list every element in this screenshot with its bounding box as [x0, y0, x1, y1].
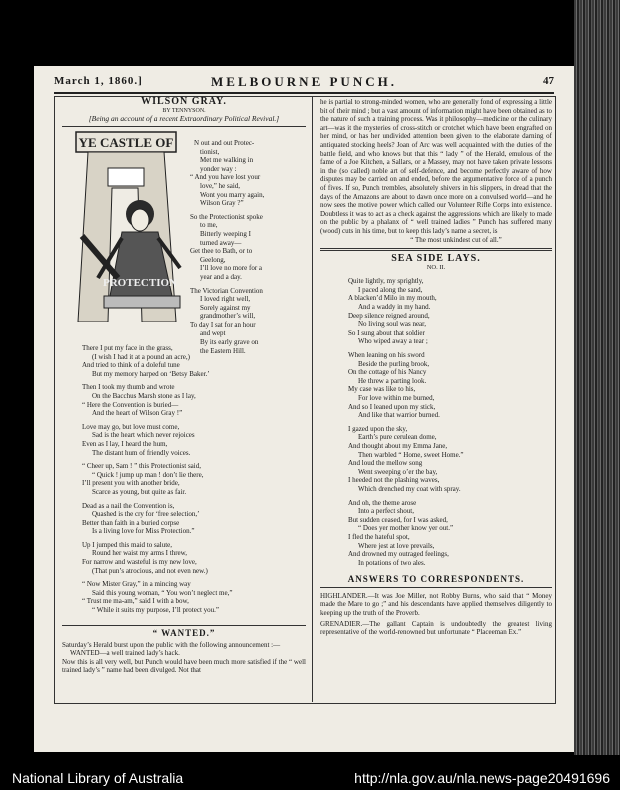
poem-line: Scarce as young, but quite as fair. [92, 487, 187, 496]
poem-line: Geelong, [200, 255, 226, 264]
poem-line: turned away— [200, 238, 242, 247]
poem-line: He threw a parting look. [358, 376, 427, 385]
poem-line: On the Bacchus Marsh stone as I lay, [92, 391, 196, 400]
poem-line: I loved right well, [200, 295, 251, 304]
poem-line: And oh, the theme arose [348, 498, 417, 507]
poem-line: Quashed is the cry for ‘free selection,’ [92, 510, 200, 519]
wanted-ad: WANTED—a well trained lady’s hack. [70, 649, 180, 658]
wanted-continuation: he is partial to strong-minded women, who are generally fond of expressing a little bit of their mind ; but a vast amount of information might have been obtained as to the nature of such a training process. Was it philosophy—medicine or the culinary art—was it the mysteries of cross-stitch or crotchet which have been engrafted on her mind, or has her undivided attention been given to the elaborate darning of antiquated stocking heels? Joan of Arc was well acquainted with the duties of the battle field, and who knows but that this “ lady ” of the Herald, emulous of the fame of a Joe Kitchen, a Sallars, or a Massey, may not have taken private lessons in the (so called) noble art of self-defence, and become perfectly aware of how disputes may be carried on and ended, before the argumentative force of a punch of fives. If so, Punch trembles, absolutely shivers in his slippers, in dread that the days of the Amazons are about to dawn once more on a convulsed world—and he now sees the motive power which called our Volunteer Rifle Corps into existence. Doubtless it was to act as a check against the aggressions which are likely to made on the public by a phalanx of “ well trained ladies ” Punch has suffered many (wood) cuts in his time, but to keep this lady’s name a secret, is [320, 98, 552, 235]
footer-url: http://nla.gov.au/nla.news-page20491696 [354, 770, 610, 786]
poem-line: Get thee to Bath, or to [190, 247, 253, 256]
masthead: MELBOURNE PUNCH. [211, 74, 397, 89]
poem-line: “ Trust me ma-am,” said I with a bow, [82, 597, 189, 606]
page-number: 47 [543, 75, 554, 87]
poem-line: Is a living love for Miss Protection.” [92, 527, 195, 536]
poem-line: By its early grave on [200, 338, 259, 347]
poem-line: tionist, [200, 147, 220, 156]
sea-side-lays-number: NO. II. [426, 263, 446, 271]
poem-line: Bitterly weeping I [200, 229, 251, 238]
byline: BY TENNYSON. [162, 107, 206, 114]
footer-bar [0, 770, 620, 790]
protection-sign-text: PROTECTION [103, 277, 177, 289]
poem-line: I paced along the sand, [358, 285, 423, 294]
castle-of-protection-illustration [68, 128, 206, 322]
page-header [54, 74, 554, 94]
poem-line: So I sung about that soldier [348, 328, 425, 337]
wanted-title: “ WANTED.” [152, 628, 216, 638]
poem-line: Earth’s pure cerulean dome, [358, 433, 437, 442]
newspaper-page [34, 66, 574, 752]
poem-narrow-column [190, 139, 308, 355]
poem-line: The distant hum of friendly voices. [92, 448, 191, 457]
wilson-gray-title: WILSON GRAY. [141, 96, 227, 107]
column-divider [312, 96, 313, 702]
poem-line: And drowned my outraged feelings, [348, 550, 449, 559]
poem-line: Then warbled “ Home, sweet Home.” [358, 450, 464, 459]
poem-line: I’ll love no more for a [200, 264, 263, 273]
poem-line: “ Now Mister Gray,” in a mincing way [82, 580, 191, 589]
poem-line: “ Cheer up, Sam ! ” this Protectionist said, [82, 462, 201, 471]
poem-line: Into a perfect shout, [358, 507, 414, 516]
poem-line: the Eastern Hill. [200, 346, 246, 355]
poem-line: Who wiped away a tear ; [358, 337, 428, 346]
answer-grenadier: GRENADIER.—The gallant Captain is undoubtedly the greatest living representative of the world-renowned but unfortunate “ Placeeman Ex.” [320, 619, 552, 637]
poem-line: N out and out Protec- [194, 139, 255, 147]
sign-text: YE CASTLE OF [78, 135, 174, 150]
wanted-body: Now this is all very well, but Punch would have been much more satisfied if the “ well trained lady’s ” name had been divulged. Not that [62, 657, 306, 675]
poem-line: I fled the hateful spot, [348, 532, 410, 541]
issue-date: March 1, 1860.] [54, 75, 143, 87]
poem-line: Said this young woman, “ You won’t neglect me,” [92, 588, 233, 597]
poem-line: But sudden ceased, for I was asked, [348, 515, 448, 524]
sea-side-lays-title: SEA SIDE LAYS. [391, 253, 481, 265]
poem-line: And tried to think of a doleful tune [82, 361, 180, 370]
poem-line: And thought about my Emma Jane, [348, 441, 448, 450]
poem-line: Dead as a nail the Convention is, [82, 501, 175, 510]
poem-line: “ While it suits my purpose, I’ll protect you.” [92, 606, 220, 615]
poem-line: Better than faith in a buried corpse [82, 518, 180, 527]
wanted-article [62, 622, 306, 675]
poem-line: And loud the mellow song [348, 459, 423, 468]
poem-line: and wept [200, 329, 226, 338]
poem-line: I’ll present you with another bride, [82, 479, 180, 488]
poem-line: When leaning on his sword [348, 351, 425, 360]
poem-line: Deep silence reigned around, [348, 311, 430, 320]
wilson-gray-article [62, 98, 306, 127]
right-column [320, 98, 552, 637]
poem-line: Wilson Gray ?” [200, 199, 244, 208]
poem-line: (I wish I had it at a pound an acre,) [92, 352, 190, 361]
poem-line: On the cottage of his Nancy [348, 368, 427, 377]
poem-wide-column [82, 344, 308, 615]
wanted-intro: Saturday’s Herald burst upon the public with the following announcement :— [62, 640, 281, 649]
poem-line: Which drenched my coat with spray. [358, 484, 461, 493]
poem-line: “ Does yer mother know yer out.” [358, 524, 454, 533]
footer-credit: National Library of Australia [12, 770, 184, 786]
poem-line: (That pun’s atrocious, and not even new.) [92, 566, 208, 575]
continuation-quote: “ The most unkindest cut of all.” [410, 235, 502, 244]
poem-line: But my memory harped on ‘Betsy Baker.’ [92, 369, 210, 378]
answer-highlander: HIGHLANDER.—It was Joe Miller, not Robby Burns, who said that “ Money made the Mare to go ;” and his descendants have applied themselves diligently to keeping up the truth of the Proverb. [320, 591, 552, 618]
poem-line: Met me walking in [200, 156, 254, 165]
article-subtitle: [Being an account of a recent Extraordinary Political Revival.] [62, 115, 306, 127]
poem-line: Quite lightly, my sprightly, [348, 277, 424, 286]
answers-title: ANSWERS TO CORRESPONDENTS. [347, 574, 525, 585]
poem-line: My case was like to his, [348, 385, 416, 394]
poem-line: I gazed upon the sky, [348, 424, 408, 433]
poem-line: Round her waist my arms I threw, [92, 549, 187, 558]
poem-line: And like that warrior burned. [358, 411, 440, 420]
poem-line: And so I leaned upon my stick, [348, 402, 436, 411]
poem-line: So the Protectionist spoke [190, 212, 263, 221]
poem-line: “ And you have lost your [190, 173, 261, 182]
poem-line: to me, [200, 221, 218, 230]
poem-line: love,” he said, [200, 181, 241, 190]
poem-line: yonder way : [200, 164, 237, 173]
poem-line: For narrow and wasteful is my new love, [82, 558, 197, 567]
poem-line: Sad is the heart which never rejoices [92, 431, 195, 440]
poem-line: Where jest at love prevails, [358, 541, 435, 550]
poem-line: I heeded not the plashing waves, [348, 476, 440, 485]
poem-line: grandmother’s will, [200, 312, 256, 321]
poem-line: No living soul was near, [358, 320, 426, 329]
poem-line: A blacken’d Milo in my mouth, [348, 294, 437, 303]
poem-line: And a waddy in my hand. [358, 303, 431, 312]
poem-line: In potations of two ales. [358, 558, 426, 567]
poem-line: To day I sat for an hour [190, 320, 256, 329]
poem-line: Wont you marry again, [200, 190, 265, 199]
poem-line: Love may go, but love must come, [82, 422, 180, 431]
poem-line: “ Quick ! jump up man ! don’t lie there, [92, 470, 204, 479]
poem-line: Went sweeping o’er the bay, [358, 467, 438, 476]
poem-line: And the heart of Wilson Gray !” [92, 409, 183, 418]
poem-line: year and a day. [200, 272, 242, 281]
poem-line: There I put my face in the grass, [82, 344, 173, 352]
poem-line: Then I took my thumb and wrote [82, 383, 175, 392]
poem-line: “ Here the Convention is buried— [82, 400, 179, 409]
poem-line: Even as I lay, I heard the hum, [82, 439, 168, 448]
poem-line: Sorely against my [200, 303, 251, 312]
poem-line: The Victorian Convention [190, 286, 263, 295]
poem-line: Up I jumped this maid to salute, [82, 540, 173, 549]
book-edge [574, 0, 620, 755]
poem-line: Beside the purling brook, [358, 359, 430, 368]
poem-line: For love within me burned, [358, 394, 435, 402]
